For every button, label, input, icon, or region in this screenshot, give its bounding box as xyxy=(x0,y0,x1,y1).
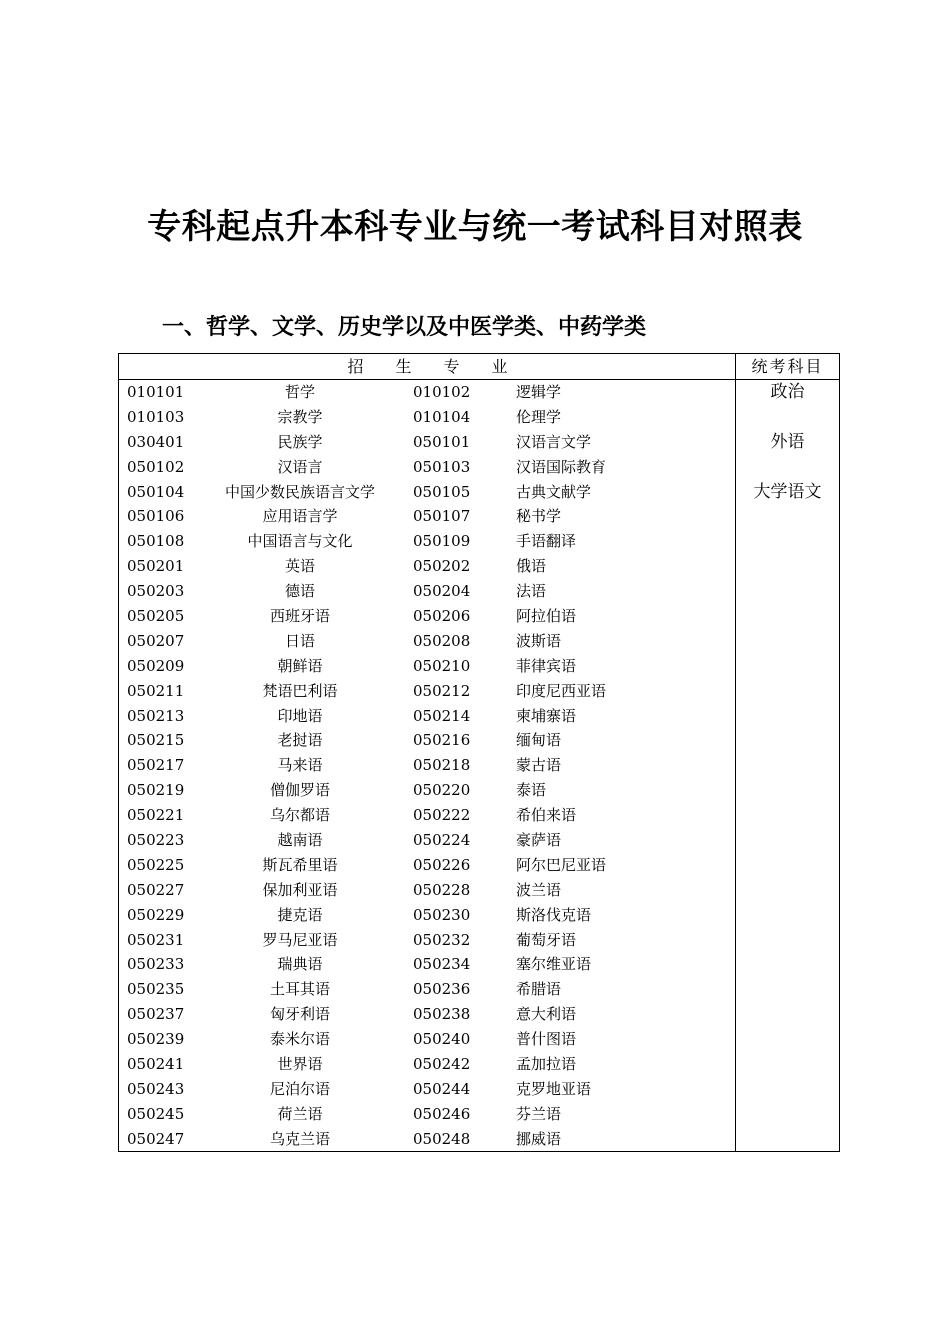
major-code-cell: 050246 xyxy=(413,1104,471,1123)
major-name-cell: 老挝语 xyxy=(277,731,323,750)
table-row xyxy=(119,1077,735,1102)
header-exam-subjects: 统考科目 xyxy=(751,357,824,376)
major-code-cell: 050240 xyxy=(413,1030,471,1049)
table-row xyxy=(119,828,735,853)
major-name-cell: 尼泊尔语 xyxy=(269,1079,330,1098)
table-row xyxy=(119,430,735,455)
major-name-cell: 汉语言 xyxy=(277,457,323,476)
major-code-cell: 050223 xyxy=(127,831,185,850)
major-name-cell: 印度尼西亚语 xyxy=(516,681,607,700)
major-name-cell: 普什图语 xyxy=(516,1030,577,1049)
major-name-cell: 朝鲜语 xyxy=(277,656,323,675)
major-code-cell: 050202 xyxy=(413,557,471,576)
major-code-cell: 050234 xyxy=(413,955,471,974)
major-code-cell: 050106 xyxy=(127,507,185,526)
major-code-cell: 050102 xyxy=(127,457,185,476)
major-code-cell: 050235 xyxy=(127,980,185,999)
major-name-cell: 泰米尔语 xyxy=(269,1030,330,1049)
table-row xyxy=(119,1052,735,1077)
table-row xyxy=(119,554,735,579)
major-name-cell: 手语翻译 xyxy=(516,532,577,551)
major-code-cell: 050206 xyxy=(413,607,471,626)
major-name-cell: 希腊语 xyxy=(516,980,562,999)
major-code-cell: 050231 xyxy=(127,930,185,949)
table-header-row xyxy=(119,354,839,380)
major-name-cell: 乌克兰语 xyxy=(269,1129,330,1148)
major-name-cell: 斯洛伐克语 xyxy=(516,905,592,924)
major-code-cell: 010103 xyxy=(127,407,185,426)
table-body xyxy=(119,380,735,1152)
major-code-cell: 050209 xyxy=(127,656,185,675)
major-name-cell: 缅甸语 xyxy=(516,731,562,750)
major-name-cell: 阿拉伯语 xyxy=(516,607,577,626)
major-code-cell: 050228 xyxy=(413,880,471,899)
major-name-cell: 印地语 xyxy=(277,706,323,725)
major-name-cell: 菲律宾语 xyxy=(516,656,577,675)
major-name-cell: 英语 xyxy=(284,557,315,576)
major-code-cell: 050207 xyxy=(127,631,185,650)
major-code-cell: 050247 xyxy=(127,1129,185,1148)
major-code-cell: 010101 xyxy=(127,383,185,401)
major-name-cell: 越南语 xyxy=(277,831,323,850)
table-row xyxy=(119,629,735,654)
major-code-cell: 050239 xyxy=(127,1030,185,1049)
major-code-cell: 050221 xyxy=(127,806,185,825)
major-code-cell: 050216 xyxy=(413,731,471,750)
major-code-cell: 050238 xyxy=(413,1005,471,1024)
table-row xyxy=(119,455,735,480)
major-name-cell: 葡萄牙语 xyxy=(516,930,577,949)
table-row xyxy=(119,704,735,729)
major-name-cell: 瑞典语 xyxy=(277,955,323,974)
major-name-cell: 匈牙利语 xyxy=(269,1005,330,1024)
major-code-cell: 050104 xyxy=(127,482,185,501)
major-code-cell: 050232 xyxy=(413,930,471,949)
major-name-cell: 秘书学 xyxy=(516,507,562,526)
table-row xyxy=(119,753,735,778)
major-code-cell: 050211 xyxy=(127,681,185,700)
major-name-cell: 汉语言文学 xyxy=(516,432,592,451)
major-name-cell: 哲学 xyxy=(284,383,315,401)
major-name-cell: 蒙古语 xyxy=(516,756,562,775)
major-name-cell: 世界语 xyxy=(277,1055,323,1074)
major-name-cell: 乌尔都语 xyxy=(269,806,330,825)
major-name-cell: 俄语 xyxy=(516,557,547,576)
exam-subject-item: 大学语文 xyxy=(753,481,822,502)
major-code-cell: 050215 xyxy=(127,731,185,750)
major-code-cell: 050213 xyxy=(127,706,185,725)
major-name-cell: 罗马尼亚语 xyxy=(262,930,338,949)
major-name-cell: 挪威语 xyxy=(516,1129,562,1148)
major-code-cell: 050242 xyxy=(413,1055,471,1074)
major-code-cell: 050226 xyxy=(413,855,471,874)
table-row xyxy=(119,405,735,430)
major-name-cell: 希伯来语 xyxy=(516,806,577,825)
major-code-cell: 050217 xyxy=(127,756,185,775)
header-enrollment-major: 招生专业 xyxy=(347,357,540,376)
major-code-cell: 050229 xyxy=(127,905,185,924)
major-code-cell: 050245 xyxy=(127,1104,185,1123)
major-code-cell: 050107 xyxy=(413,507,471,526)
major-name-cell: 豪萨语 xyxy=(516,831,562,850)
table-row xyxy=(119,728,735,753)
major-name-cell: 日语 xyxy=(284,631,315,650)
major-name-cell: 法语 xyxy=(516,582,547,601)
major-name-cell: 中国语言与文化 xyxy=(247,532,353,551)
major-name-cell: 柬埔寨语 xyxy=(516,706,577,725)
major-code-cell: 050230 xyxy=(413,905,471,924)
major-name-cell: 荷兰语 xyxy=(277,1104,323,1123)
table-row xyxy=(119,480,735,505)
major-name-cell: 芬兰语 xyxy=(516,1104,562,1123)
major-name-cell: 保加利亚语 xyxy=(262,880,338,899)
major-code-cell: 050103 xyxy=(413,457,471,476)
table-row xyxy=(119,579,735,604)
major-code-cell: 050205 xyxy=(127,607,185,626)
major-name-cell: 马来语 xyxy=(277,756,323,775)
major-code-cell: 050224 xyxy=(413,831,471,850)
page-title: 专科起点升本科专业与统一考试科目对照表 xyxy=(147,207,803,247)
major-code-cell: 050225 xyxy=(127,855,185,874)
major-name-cell: 意大利语 xyxy=(516,1005,577,1024)
major-code-cell: 050105 xyxy=(413,482,471,501)
table-row xyxy=(119,380,735,405)
major-name-cell: 梵语巴利语 xyxy=(262,681,338,700)
major-code-cell: 050220 xyxy=(413,781,471,800)
table-row xyxy=(119,977,735,1002)
major-code-cell: 050243 xyxy=(127,1079,185,1098)
section-heading: 一、哲学、文学、历史学以及中医学类、中药学类 xyxy=(162,315,647,340)
major-name-cell: 克罗地亚语 xyxy=(516,1079,592,1098)
major-name-cell: 伦理学 xyxy=(516,407,562,426)
major-name-cell: 土耳其语 xyxy=(269,980,330,999)
major-code-cell: 010102 xyxy=(413,383,471,401)
major-name-cell: 民族学 xyxy=(277,432,323,451)
major-name-cell: 西班牙语 xyxy=(269,607,330,626)
table-row xyxy=(119,1127,735,1152)
major-name-cell: 波兰语 xyxy=(516,880,562,899)
major-code-cell: 050208 xyxy=(413,631,471,650)
table-row xyxy=(119,803,735,828)
major-code-cell: 050222 xyxy=(413,806,471,825)
major-code-cell: 050204 xyxy=(413,582,471,601)
major-code-cell: 050218 xyxy=(413,756,471,775)
major-code-cell: 050219 xyxy=(127,781,185,800)
major-name-cell: 阿尔巴尼亚语 xyxy=(516,855,607,874)
table-row xyxy=(119,878,735,903)
table-row xyxy=(119,604,735,629)
table-row xyxy=(119,1102,735,1127)
major-code-cell: 050203 xyxy=(127,582,185,601)
major-name-cell: 僧伽罗语 xyxy=(269,781,330,800)
table-row xyxy=(119,1027,735,1052)
major-code-cell: 050237 xyxy=(127,1005,185,1024)
major-code-cell: 050109 xyxy=(413,532,471,551)
table-row xyxy=(119,778,735,803)
major-name-cell: 应用语言学 xyxy=(262,507,338,526)
major-name-cell: 泰语 xyxy=(516,781,547,800)
major-code-cell: 050244 xyxy=(413,1079,471,1098)
major-code-cell: 050248 xyxy=(413,1129,471,1148)
major-name-cell: 孟加拉语 xyxy=(516,1055,577,1074)
major-code-cell: 010104 xyxy=(413,407,471,426)
table-row xyxy=(119,1002,735,1027)
major-code-cell: 050210 xyxy=(413,656,471,675)
major-name-cell: 捷克语 xyxy=(277,905,323,924)
exam-subject-item: 外语 xyxy=(770,431,805,452)
major-name-cell: 塞尔维亚语 xyxy=(516,955,592,974)
major-name-cell: 波斯语 xyxy=(516,631,562,650)
major-name-cell: 中国少数民族语言文学 xyxy=(224,482,375,501)
table-row xyxy=(119,504,735,529)
exam-subject-list xyxy=(736,380,839,529)
major-code-cell: 050101 xyxy=(413,432,471,451)
major-code-cell: 050227 xyxy=(127,880,185,899)
major-code-cell: 050201 xyxy=(127,557,185,576)
table-row xyxy=(119,952,735,977)
table-row xyxy=(119,529,735,554)
major-code-cell: 050236 xyxy=(413,980,471,999)
major-name-cell: 德语 xyxy=(284,582,315,601)
major-exam-table xyxy=(118,353,840,1152)
major-code-cell: 050212 xyxy=(413,681,471,700)
table-row xyxy=(119,679,735,704)
major-name-cell: 古典文献学 xyxy=(516,482,592,501)
exam-subject-item: 政治 xyxy=(770,382,805,402)
major-name-cell: 宗教学 xyxy=(277,407,323,426)
major-code-cell: 050241 xyxy=(127,1055,185,1074)
major-name-cell: 逻辑学 xyxy=(516,383,562,401)
table-row xyxy=(119,928,735,953)
table-row xyxy=(119,853,735,878)
table-row xyxy=(119,654,735,679)
major-code-cell: 050233 xyxy=(127,955,185,974)
major-name-cell: 汉语国际教育 xyxy=(516,457,607,476)
major-code-cell: 030401 xyxy=(127,432,185,451)
major-name-cell: 斯瓦希里语 xyxy=(262,855,338,874)
major-code-cell: 050214 xyxy=(413,706,471,725)
table-row xyxy=(119,903,735,928)
major-code-cell: 050108 xyxy=(127,532,185,551)
